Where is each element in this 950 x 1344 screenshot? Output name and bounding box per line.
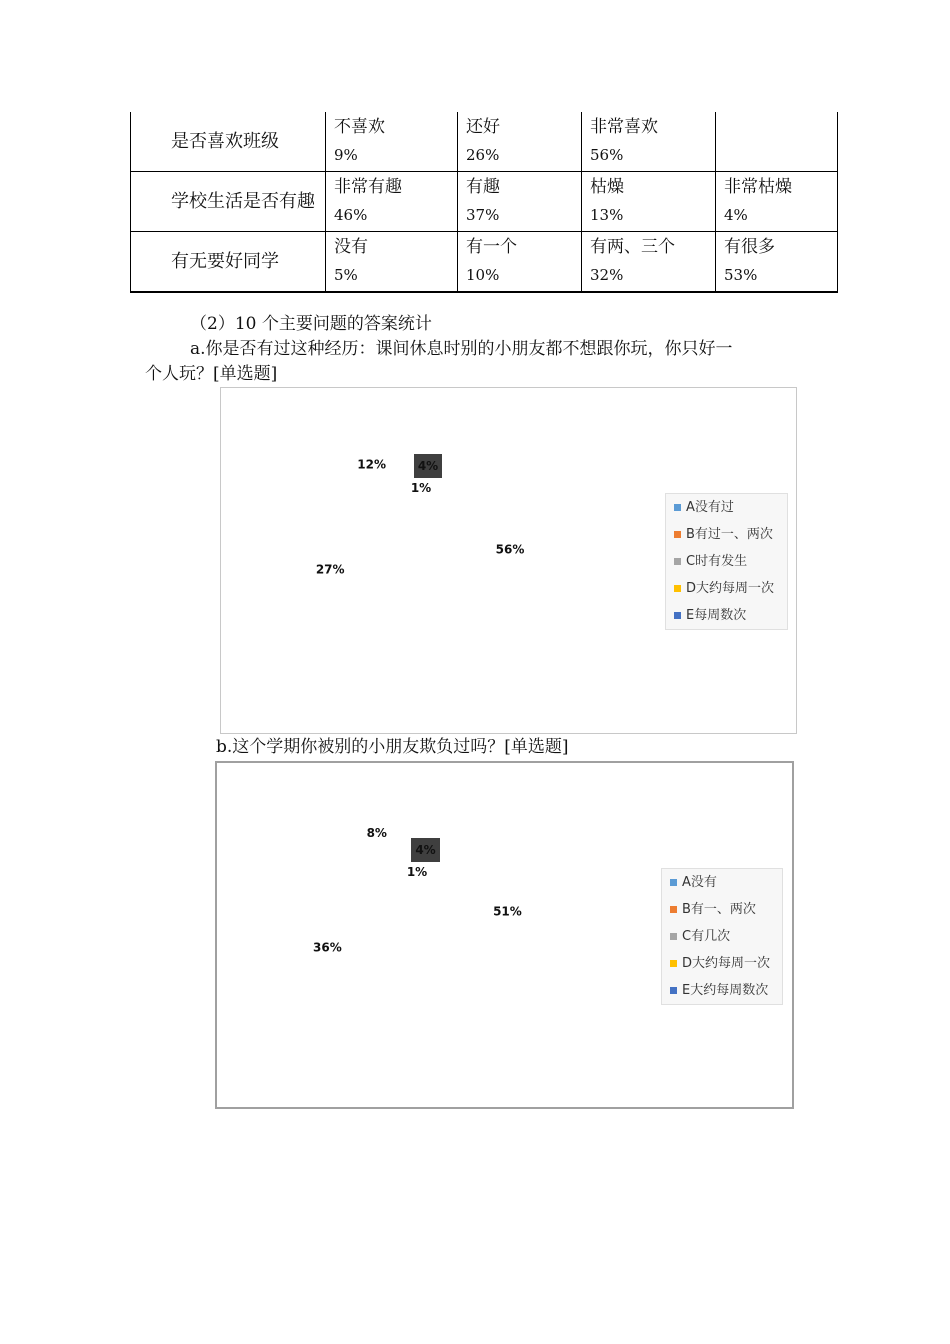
cell-label: 有很多 [724, 237, 775, 257]
cell-label: 不喜欢 [334, 117, 385, 137]
legend-label: B有一、两次 [682, 902, 756, 917]
data-label: 1% [406, 865, 428, 879]
legend-swatch [674, 558, 681, 565]
cell-value: 9% [334, 146, 358, 164]
cell-value: 32% [590, 266, 624, 284]
data-label: 51% [493, 904, 522, 919]
cell-value: 13% [590, 206, 624, 224]
legend-entry [662, 977, 782, 1004]
table-cell [716, 172, 838, 232]
legend-swatch [674, 504, 681, 511]
legend-entry [666, 521, 787, 548]
cell-value: 10% [466, 266, 500, 284]
cell-label: 有一个 [466, 237, 517, 257]
legend-entry [666, 575, 787, 602]
chart-a-legend [665, 493, 788, 630]
row-question: 有无要好同学 [131, 232, 326, 293]
table-cell [582, 112, 716, 172]
data-label: 56% [495, 542, 525, 557]
legend-label: B有过一、两次 [686, 527, 773, 542]
cell-label: 非常喜欢 [590, 117, 658, 137]
legend-swatch [674, 531, 681, 538]
legend-swatch [670, 987, 677, 994]
legend-swatch [674, 612, 681, 619]
table-cell [582, 172, 716, 232]
cell-value: 53% [724, 266, 758, 284]
cell-label: 有趣 [466, 177, 500, 197]
cell-label: 没有 [334, 237, 368, 257]
legend-label: D大约每周一次 [682, 956, 771, 971]
table-cell [326, 232, 458, 293]
table-cell [582, 232, 716, 293]
legend-swatch [674, 585, 681, 592]
table-cell [458, 172, 582, 232]
data-label: 4% [415, 843, 436, 857]
legend-entry [666, 602, 787, 629]
legend-label: C有几次 [682, 929, 731, 944]
table-cell [326, 112, 458, 172]
pie-chart-a [220, 387, 797, 734]
table-cell [716, 232, 838, 293]
question-a-line1: a.你是否有过这种经历：课间休息时别的小朋友都不想跟你玩，你只好一 [190, 339, 733, 359]
survey-table [130, 112, 838, 293]
cell-value: 37% [466, 206, 500, 224]
table-row [131, 172, 838, 232]
legend-label: E大约每周数次 [682, 983, 769, 998]
legend-entry [662, 950, 782, 977]
legend-swatch [670, 960, 677, 967]
cell-value: 5% [334, 266, 358, 284]
cell-label: 还好 [466, 117, 500, 137]
cell-value: 26% [466, 146, 500, 164]
row-question: 学校生活是否有趣 [131, 172, 326, 232]
legend-label: C时有发生 [686, 554, 748, 569]
legend-entry [666, 548, 787, 575]
question-b: b.这个学期你被别的小朋友欺负过吗？[单选题] [216, 737, 569, 757]
data-label: 36% [313, 940, 342, 955]
legend-entry [662, 896, 782, 923]
cell-value: 56% [590, 146, 624, 164]
legend-entry [666, 494, 787, 521]
chart-b-legend [661, 868, 783, 1005]
data-label: 4% [417, 459, 439, 473]
legend-swatch [670, 906, 677, 913]
legend-label: D大约每周一次 [686, 581, 775, 596]
table-cell [326, 172, 458, 232]
section-heading: （2）10 个主要问题的答案统计 [190, 314, 432, 334]
cell-label: 非常有趣 [334, 177, 402, 197]
table-cell [458, 112, 582, 172]
legend-swatch [670, 933, 677, 940]
legend-swatch [670, 879, 677, 886]
data-label: 8% [366, 826, 387, 841]
table-cell [458, 232, 582, 293]
legend-label: E每周数次 [686, 608, 747, 623]
table-row [131, 112, 838, 172]
legend-label: A没有 [682, 875, 717, 890]
table-cell [716, 112, 838, 172]
cell-label: 有两、三个 [590, 237, 675, 257]
table-row [131, 232, 838, 293]
question-a-line2: 个人玩？[单选题] [145, 364, 278, 384]
legend-label: A没有过 [686, 500, 734, 515]
legend-entry [662, 923, 782, 950]
legend-entry [662, 869, 782, 896]
data-label: 27% [315, 562, 345, 577]
pie-chart-b [215, 761, 794, 1109]
data-label: 12% [357, 457, 386, 472]
cell-label: 枯燥 [590, 177, 624, 197]
cell-value: 4% [724, 206, 748, 224]
cell-label: 非常枯燥 [724, 177, 792, 197]
row-question: 是否喜欢班级 [131, 112, 326, 172]
data-label: 1% [410, 481, 432, 495]
cell-value: 46% [334, 206, 368, 224]
